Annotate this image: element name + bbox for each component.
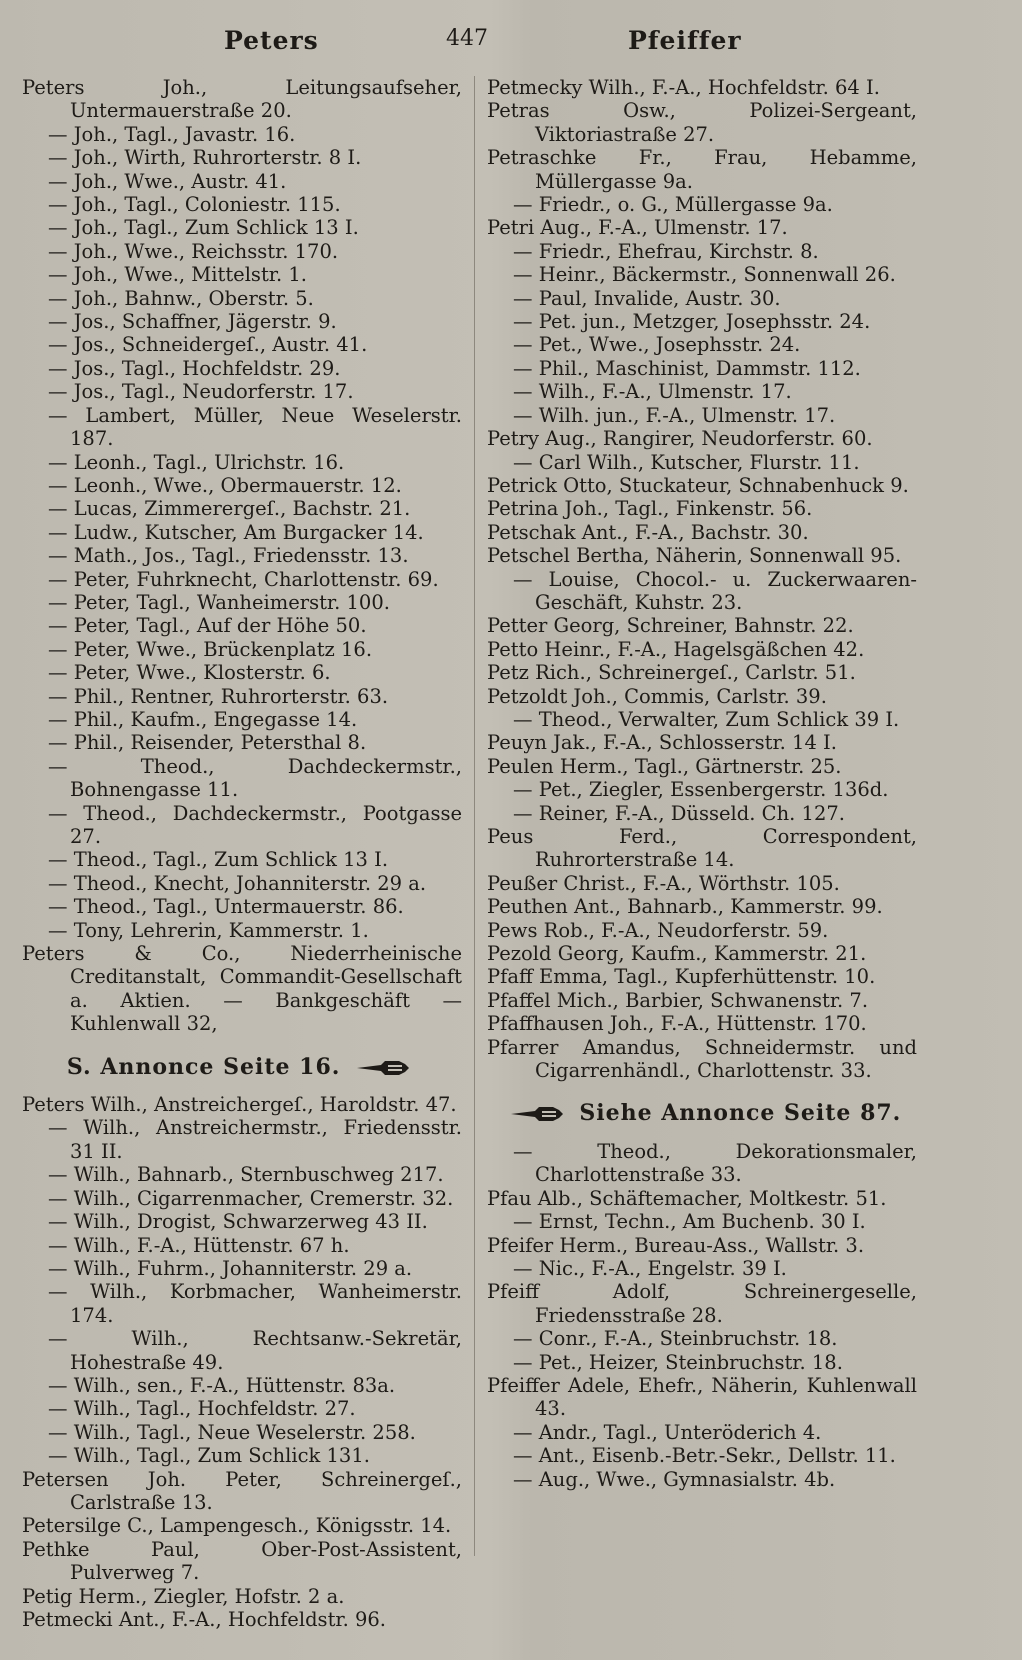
directory-entry: — Theod., Verwalter, Zum Schlick 39 I.	[487, 708, 917, 731]
directory-entry: Pfaffhausen Joh., F.-A., Hüttenstr. 170.	[487, 1012, 867, 1036]
directory-entry: — Phil., Kaufm., Engegasse 14.	[22, 708, 462, 731]
directory-entry: — Conr., F.-A., Steinbruchstr. 18.	[487, 1327, 917, 1350]
directory-entry: Peuthen Ant., Bahnarb., Kammerstr. 99.	[487, 895, 883, 919]
directory-entry: Petschel Bertha, Näherin, Sonnenwall 95.	[487, 544, 902, 568]
directory-entry: — Wilh., Drogist, Schwarzerweg 43 II.	[22, 1210, 462, 1233]
directory-entry: Peulen Herm., Tagl., Gärtnerstr. 25.	[487, 754, 842, 778]
directory-entry: — Wilh., Tagl., Hochfeldstr. 27.	[22, 1397, 462, 1420]
directory-entry: — Wilh. jun., F.-A., Ulmenstr. 17.	[487, 404, 917, 427]
directory-entry: — Ernst, Techn., Am Buchenb. 30 I.	[487, 1210, 917, 1233]
right-column	[487, 76, 917, 1491]
left-entries-bottom	[22, 1093, 462, 1631]
directory-entry: — Leonh., Wwe., Obermauerstr. 12.	[22, 474, 462, 497]
page-number: 447	[446, 26, 488, 51]
annonce-heading-left	[22, 1053, 462, 1080]
right-entries-top	[487, 76, 917, 1082]
directory-entry: — Wilh., Tagl., Zum Schlick 131.	[22, 1444, 462, 1467]
directory-entry: Petrick Otto, Stuckateur, Schnabenhuck 9.	[487, 473, 909, 497]
directory-entry: Pfarrer Amandus, Schneidermstr. und Cigarrenhändl., Charlottenstr. 33.	[487, 1035, 917, 1083]
directory-entry: — Ludw., Kutscher, Am Burgacker 14.	[22, 521, 462, 544]
directory-entry: — Theod., Dachdeckermstr., Pootgasse 27.	[22, 802, 462, 849]
header-right-name: Pfeiffer	[628, 26, 742, 55]
directory-entry: — Wilh., Anstreichermstr., Friedensstr. 31 II.	[22, 1116, 462, 1163]
directory-entry: Pezold Georg, Kaufm., Kammerstr. 21.	[487, 942, 867, 966]
directory-entry: Petersen Joh. Peter, Schreinergeſ., Carlstraße 13.	[22, 1467, 462, 1514]
directory-entry: — Peter, Fuhrknecht, Charlottenstr. 69.	[22, 568, 462, 591]
directory-entry: — Joh., Wwe., Mittelstr. 1.	[22, 263, 462, 286]
directory-entry: — Jos., Tagl., Hochfeldstr. 29.	[22, 357, 462, 380]
directory-entry: — Leonh., Tagl., Ulrichstr. 16.	[22, 451, 462, 474]
directory-entry: — Jos., Tagl., Neudorferstr. 17.	[22, 380, 462, 403]
directory-entry: — Wilh., Korbmacher, Wanheimerstr. 174.	[22, 1280, 462, 1327]
directory-entry: — Aug., Wwe., Gymnasialstr. 4b.	[487, 1468, 917, 1491]
directory-entry: Pethke Paul, Ober-Post-Assistent, Pulverweg 7.	[22, 1537, 462, 1585]
directory-entry: Petig Herm., Ziegler, Hofstr. 2 a.	[22, 1584, 345, 1608]
directory-entry: — Carl Wilh., Kutscher, Flurstr. 11.	[487, 451, 917, 474]
directory-entry: Pfeifer Herm., Bureau-Ass., Wallstr. 3.	[487, 1233, 865, 1257]
directory-entry: — Friedr., Ehefrau, Kirchstr. 8.	[487, 240, 917, 263]
directory-entry: Peters & Co., Niederrheinische Creditanstalt, Commandit-Gesellschaft a. Aktien. — Bankgeschäft — Kuhlenwall 32,	[22, 942, 462, 1036]
directory-entry: Pews Rob., F.-A., Neudorferstr. 59.	[487, 918, 829, 942]
directory-entry: — Nic., F.-A., Engelstr. 39 I.	[487, 1257, 917, 1280]
directory-entry: Petraschke Fr., Frau, Hebamme, Müllergasse 9a.	[487, 146, 917, 193]
directory-entry: — Joh., Wwe., Austr. 41.	[22, 170, 462, 193]
right-entries-bottom	[487, 1140, 917, 1491]
directory-entry: — Wilh., Tagl., Neue Weselerstr. 258.	[22, 1421, 462, 1444]
directory-entry: — Theod., Dekorationsmaler, Charlottenstraße 33.	[487, 1140, 917, 1187]
directory-entry: Pfaffel Mich., Barbier, Schwanenstr. 7.	[487, 988, 869, 1012]
page-header	[0, 22, 1022, 62]
left-entries-top	[22, 76, 462, 1036]
directory-entry: Petzoldt Joh., Commis, Carlstr. 39.	[487, 684, 827, 708]
directory-entry: — Wilh., Cigarrenmacher, Cremerstr. 32.	[22, 1187, 462, 1210]
directory-entry: — Joh., Tagl., Coloniestr. 115.	[22, 193, 462, 216]
column-divider	[474, 76, 475, 1556]
directory-entry: — Friedr., o. G., Müllergasse 9a.	[487, 193, 917, 216]
directory-entry: Petz Rich., Schreinergeſ., Carlstr. 51.	[487, 661, 856, 685]
directory-entry: — Lambert, Müller, Neue Weselerstr. 187.	[22, 404, 462, 451]
directory-entry: — Pet. jun., Metzger, Josephsstr. 24.	[487, 310, 917, 333]
directory-entry: Petrina Joh., Tagl., Finkenstr. 56.	[487, 497, 813, 521]
directory-entry: — Heinr., Bäckermstr., Sonnenwall 26.	[487, 263, 917, 286]
directory-entry: — Peter, Wwe., Brückenplatz 16.	[22, 638, 462, 661]
directory-entry: — Joh., Tagl., Zum Schlick 13 I.	[22, 216, 462, 239]
directory-entry: — Joh., Tagl., Javastr. 16.	[22, 123, 462, 146]
annonce-heading-left-text: S. Annonce Seite 16.	[66, 1053, 341, 1080]
directory-entry: — Jos., Schneidergeſ., Austr. 41.	[22, 333, 462, 356]
directory-entry: — Joh., Bahnw., Oberstr. 5.	[22, 287, 462, 310]
directory-entry: — Wilh., F.-A., Ulmenstr. 17.	[487, 380, 917, 403]
directory-entry: Peus Ferd., Correspondent, Ruhrorterstraße 14.	[487, 825, 917, 872]
directory-entry: — Peter, Tagl., Auf der Höhe 50.	[22, 614, 462, 637]
directory-entry: Petras Osw., Polizei-Sergeant, Viktoriastraße 27.	[487, 99, 917, 146]
pointing-hand-icon	[355, 1058, 411, 1078]
directory-entry: — Louise, Chocol.- u. Zuckerwaaren-Geschäft, Kuhstr. 23.	[487, 568, 917, 615]
directory-entry: — Theod., Tagl., Zum Schlick 13 I.	[22, 848, 462, 871]
directory-entry: — Joh., Wirth, Ruhrorterstr. 8 I.	[22, 146, 462, 169]
directory-entry: — Paul, Invalide, Austr. 30.	[487, 287, 917, 310]
left-column	[22, 76, 462, 1631]
directory-entry: — Jos., Schaffner, Jägerstr. 9.	[22, 310, 462, 333]
directory-entry: Peters Joh., Leitungsaufseher, Untermauerstraße 20.	[22, 76, 462, 123]
directory-entry: Petschak Ant., F.-A., Bachstr. 30.	[487, 520, 809, 544]
directory-entry: Pfau Alb., Schäftemacher, Moltkestr. 51.	[487, 1186, 887, 1210]
annonce-heading-right-text: Siehe Annonce Seite 87.	[579, 1100, 902, 1127]
directory-entry: — Peter, Tagl., Wanheimerstr. 100.	[22, 591, 462, 614]
directory-entry: — Pet., Heizer, Steinbruchstr. 18.	[487, 1351, 917, 1374]
directory-entry: — Wilh., sen., F.-A., Hüttenstr. 83a.	[22, 1374, 462, 1397]
directory-entry: Petersilge C., Lampengesch., Königsstr. 14.	[22, 1514, 452, 1538]
directory-entry: — Wilh., Rechtsanw.-Sekretär, Hohestraße 49.	[22, 1327, 462, 1374]
directory-entry: Pfeiff Adolf, Schreinergeselle, Friedensstraße 28.	[487, 1280, 917, 1327]
directory-entry: Petri Aug., F.-A., Ulmenstr. 17.	[487, 216, 788, 240]
directory-entry: Petto Heinr., F.-A., Hagelsgäßchen 42.	[487, 637, 865, 661]
annonce-heading-right	[487, 1102, 917, 1125]
directory-entry: — Theod., Dachdeckermstr., Bohnengasse 11.	[22, 755, 462, 802]
directory-entry: — Ant., Eisenb.-Betr.-Sekr., Dellstr. 11.	[487, 1444, 917, 1467]
directory-entry: Pfaff Emma, Tagl., Kupferhüttenstr. 10.	[487, 965, 876, 989]
directory-entry: — Pet., Wwe., Josephsstr. 24.	[487, 333, 917, 356]
directory-entry: — Wilh., Fuhrm., Johanniterstr. 29 a.	[22, 1257, 462, 1280]
directory-entry: — Wilh., F.-A., Hüttenstr. 67 h.	[22, 1234, 462, 1257]
directory-entry: — Wilh., Bahnarb., Sternbuschweg 217.	[22, 1163, 462, 1186]
header-left-name: Peters	[224, 26, 319, 55]
directory-entry: — Phil., Maschinist, Dammstr. 112.	[487, 357, 917, 380]
directory-entry: Petter Georg, Schreiner, Bahnstr. 22.	[487, 614, 854, 638]
directory-entry: — Math., Jos., Tagl., Friedensstr. 13.	[22, 544, 462, 567]
directory-entry: — Tony, Lehrerin, Kammerstr. 1.	[22, 919, 462, 942]
directory-entry: Petry Aug., Rangirer, Neudorferstr. 60.	[487, 427, 873, 451]
directory-entry: — Phil., Rentner, Ruhrorterstr. 63.	[22, 685, 462, 708]
directory-entry: — Joh., Wwe., Reichsstr. 170.	[22, 240, 462, 263]
directory-entry: Peters Wilh., Anstreichergeſ., Haroldstr. 47.	[22, 1093, 457, 1117]
directory-entry: Peuyn Jak., F.-A., Schlosserstr. 14 I.	[487, 731, 837, 755]
directory-entry: Peußer Christ., F.-A., Wörthstr. 105.	[487, 871, 840, 895]
directory-entry: — Peter, Wwe., Klosterstr. 6.	[22, 661, 462, 684]
directory-entry: — Pet., Ziegler, Essenbergerstr. 136d.	[487, 778, 917, 801]
pointing-hand-icon	[509, 1104, 565, 1124]
directory-entry: — Lucas, Zimmerergeſ., Bachstr. 21.	[22, 497, 462, 520]
directory-entry: Petmecky Wilh., F.-A., Hochfeldstr. 64 I.	[487, 76, 880, 99]
directory-entry: — Andr., Tagl., Unteröderich 4.	[487, 1421, 917, 1444]
directory-entry: — Reiner, F.-A., Düsseld. Ch. 127.	[487, 802, 917, 825]
directory-entry: Petmecki Ant., F.-A., Hochfeldstr. 96.	[22, 1608, 386, 1631]
directory-entry: — Phil., Reisender, Petersthal 8.	[22, 731, 462, 754]
directory-entry: — Theod., Tagl., Untermauerstr. 86.	[22, 895, 462, 918]
directory-entry: — Theod., Knecht, Johanniterstr. 29 a.	[22, 872, 462, 895]
directory-entry: Pfeiffer Adele, Ehefr., Näherin, Kuhlenwall 43.	[487, 1373, 917, 1421]
